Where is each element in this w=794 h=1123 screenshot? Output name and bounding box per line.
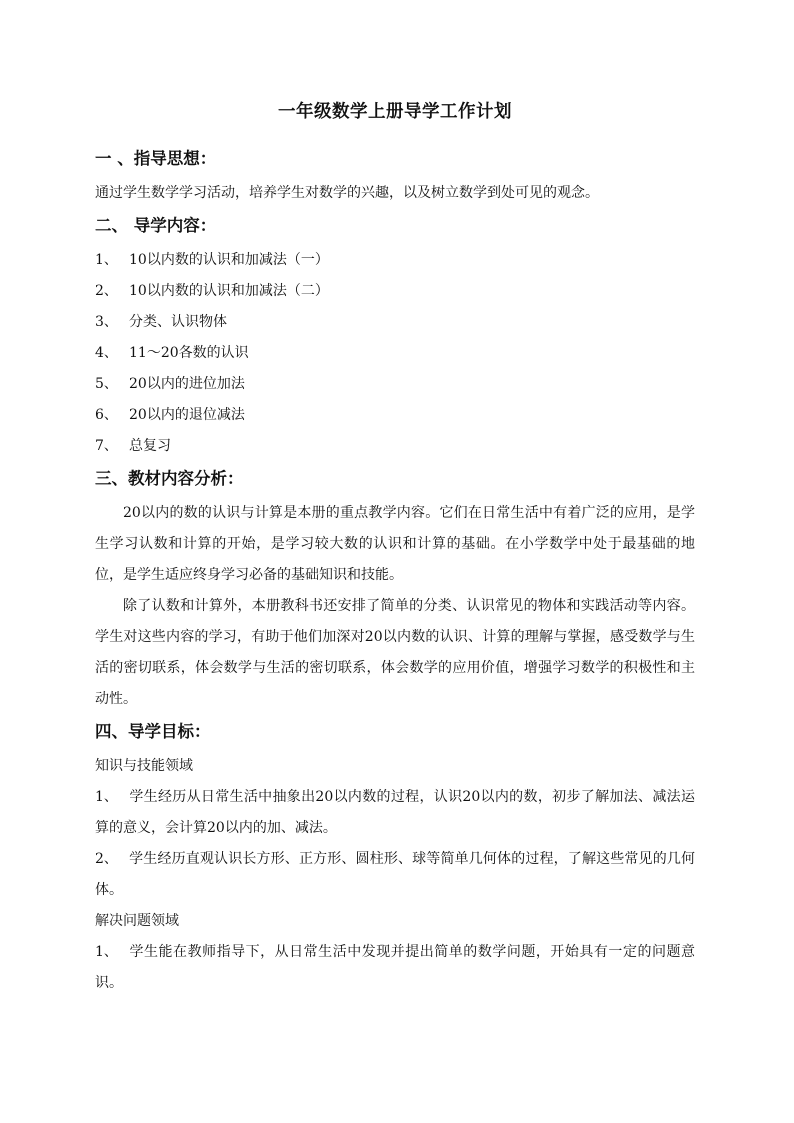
section-heading-1: 一 、指导思想： <box>95 149 217 168</box>
goal-item-text: 学生能在教师指导下，从日常生活中发现并提出简单的数学问题，开始具有一定的问题意识。 <box>95 944 695 991</box>
section-guided-content <box>95 213 695 462</box>
section-material-analysis <box>95 466 695 715</box>
list-item <box>95 431 695 462</box>
list-item-number: 6、 <box>95 407 118 423</box>
document-page <box>95 100 695 999</box>
list-item-number: 3、 <box>95 314 118 330</box>
section-1-text: 通过学生数学学习活动，培养学生对数学的兴趣，以及树立数学到处可见的观念。 <box>95 185 599 201</box>
list-item-text: 10以内数的认识和加减法（二） <box>129 283 329 299</box>
list-item <box>95 307 695 338</box>
list-item <box>95 400 695 431</box>
section-heading-3: 三、教材内容分析： <box>95 469 244 488</box>
list-item <box>95 245 695 276</box>
list-item-number: 5、 <box>95 376 118 392</box>
list-item-number: 1、 <box>95 252 118 268</box>
goal-item <box>95 844 695 906</box>
goal-item-number: 1、 <box>95 944 118 960</box>
list-item <box>95 369 695 400</box>
list-item-text: 分类、认识物体 <box>129 314 227 330</box>
list-item <box>95 276 695 307</box>
goal-item-number: 1、 <box>95 789 118 805</box>
goal-item-number: 2、 <box>95 851 118 867</box>
list-item <box>95 338 695 369</box>
list-item-text: 20以内的退位减法 <box>129 407 245 423</box>
section-guided-goals <box>95 719 695 999</box>
domain-label-knowledge-skills: 知识与技能领域 <box>95 758 193 774</box>
domain-label-problem-solving: 解决问题领域 <box>95 913 179 929</box>
list-item-text: 总复习 <box>129 438 171 454</box>
content-list <box>95 245 695 462</box>
list-item-text: 11～20各数的认识 <box>129 345 249 361</box>
list-item-number: 2、 <box>95 283 118 299</box>
section-guiding-ideology <box>95 146 695 209</box>
section-heading-2: 二、 导学内容： <box>95 216 217 235</box>
goal-item <box>95 937 695 999</box>
section-heading-4: 四、导学目标： <box>95 722 211 741</box>
list-item-text: 10以内数的认识和加减法（一） <box>129 252 329 268</box>
list-item-number: 4、 <box>95 345 118 361</box>
analysis-paragraph-2: 除了认数和计算外，本册教科书还安排了简单的分类、认识常见的物体和实践活动等内容。学生对这些内容的学习，有助于他们加深对20以内数的认识、计算的理解与掌握，感受数学与生活的密切联系，体会数学与生活的密切联系，体会数学的应用价值，增强学习数学的积极性和主动性。 <box>95 598 695 707</box>
list-item-text: 20以内的进位加法 <box>129 376 245 392</box>
goal-item <box>95 782 695 844</box>
analysis-paragraph-1: 20以内的数的认识与计算是本册的重点教学内容。它们在日常生活中有着广泛的应用，是学生学习认数和计算的开始，是学习较大数的认识和计算的基础。在小学数学中处于最基础的地位，是学生适应终身学习必备的基础知识和技能。 <box>95 505 695 583</box>
document-title: 一年级数学上册导学工作计划 <box>278 102 512 122</box>
goal-item-text: 学生经历从日常生活中抽象出20以内数的过程，认识20以内的数，初步了解加法、减法运算的意义，会计算20以内的加、减法。 <box>95 789 695 836</box>
list-item-number: 7、 <box>95 438 118 454</box>
goal-item-text: 学生经历直观认识长方形、正方形、圆柱形、球等简单几何体的过程，了解这些常见的几何体。 <box>95 851 695 898</box>
